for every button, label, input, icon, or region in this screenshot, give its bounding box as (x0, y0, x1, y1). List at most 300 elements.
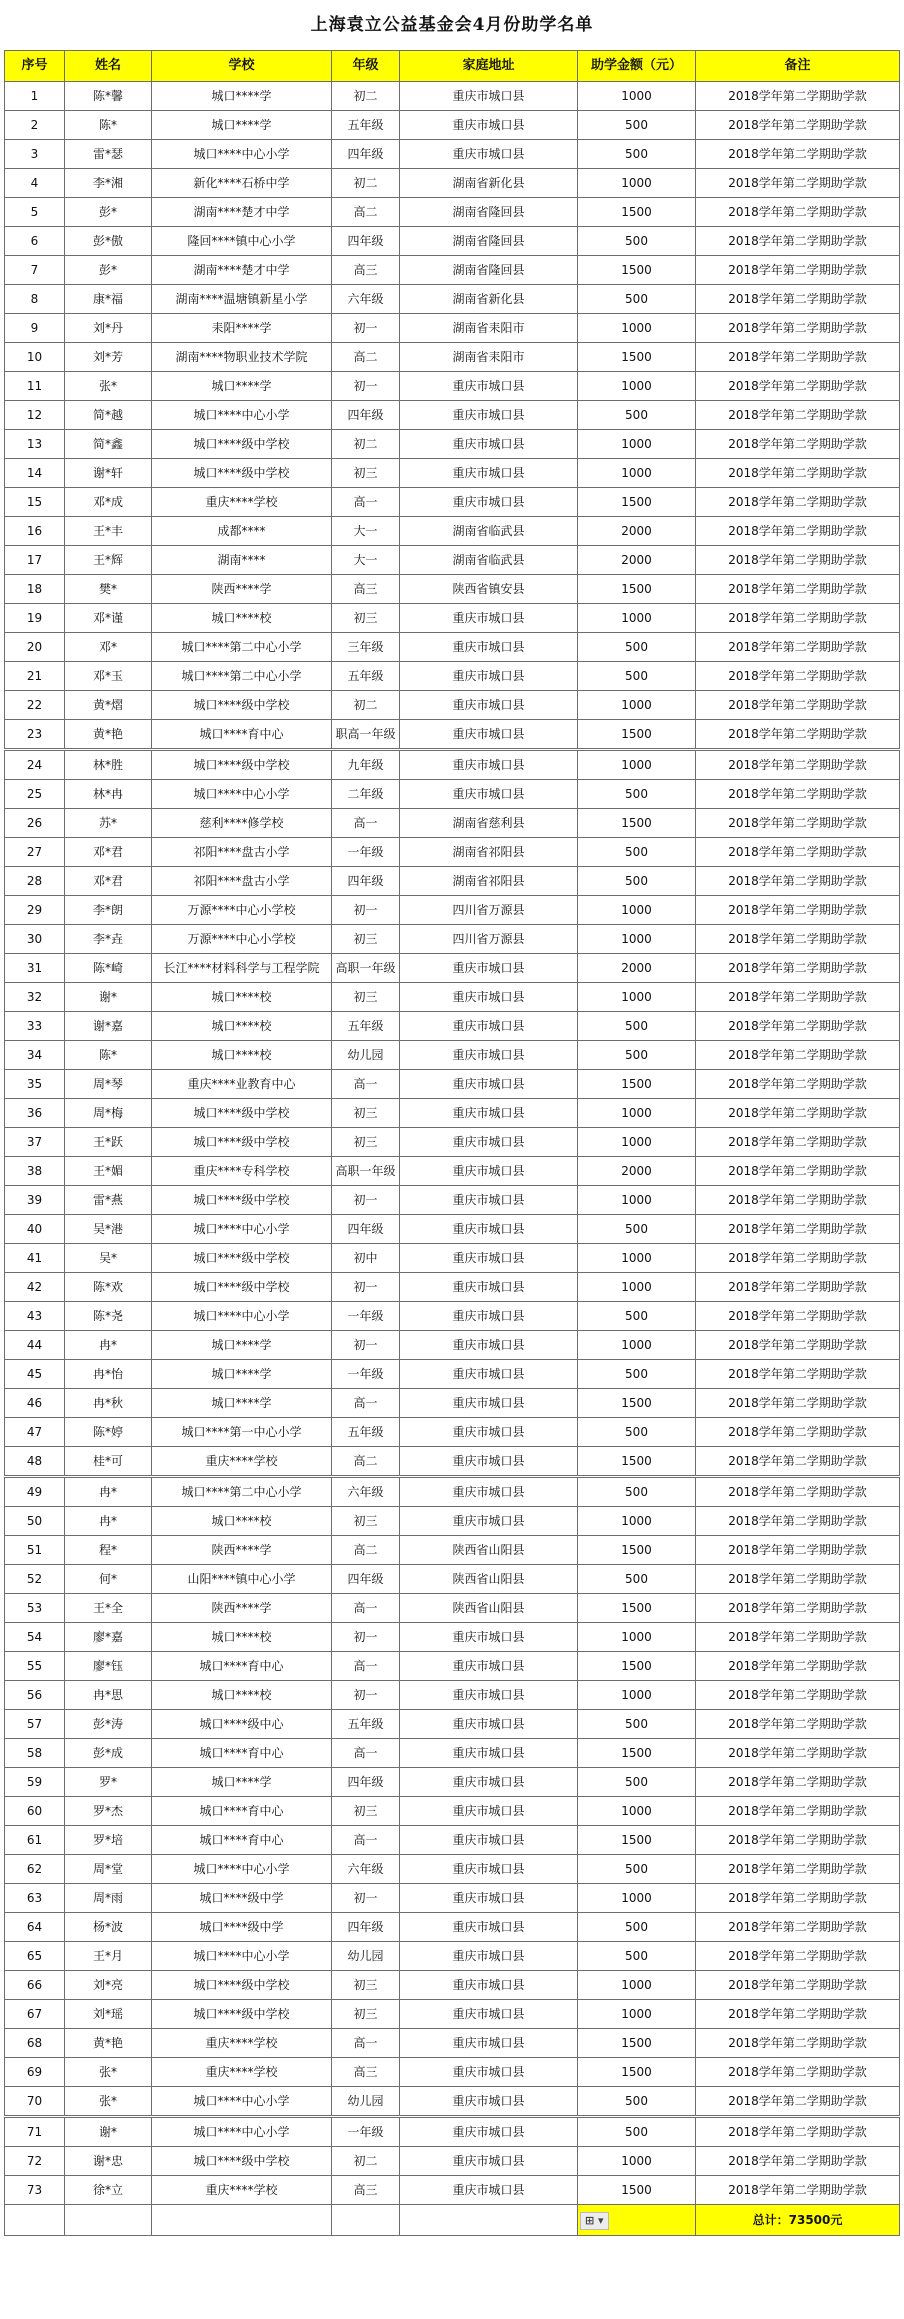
cell-school[interactable]: 城口****育中心 (152, 1652, 332, 1681)
cell-remark[interactable]: 2018学年第二学期助学款 (696, 1594, 900, 1623)
cell-index[interactable]: 52 (5, 1565, 65, 1594)
cell-remark[interactable]: 2018学年第二学期助学款 (696, 1884, 900, 1913)
total-blank-cell[interactable] (332, 2205, 400, 2236)
cell-school[interactable]: 重庆****学校 (152, 2029, 332, 2058)
cell-grade[interactable]: 四年级 (332, 1565, 400, 1594)
cell-name[interactable]: 陈*婷 (65, 1418, 152, 1447)
cell-school[interactable]: 城口****校 (152, 1041, 332, 1070)
cell-school[interactable]: 城口****第二中心小学 (152, 633, 332, 662)
cell-remark[interactable]: 2018学年第二学期助学款 (696, 1331, 900, 1360)
cell-index[interactable]: 54 (5, 1623, 65, 1652)
cell-remark[interactable]: 2018学年第二学期助学款 (696, 1768, 900, 1797)
cell-school[interactable]: 重庆****学校 (152, 2176, 332, 2205)
cell-amount[interactable]: 1500 (578, 2029, 696, 2058)
cell-index[interactable]: 14 (5, 459, 65, 488)
cell-school[interactable]: 山阳****镇中心小学 (152, 1565, 332, 1594)
cell-amount[interactable]: 1500 (578, 1389, 696, 1418)
cell-name[interactable]: 李*朗 (65, 896, 152, 925)
cell-grade[interactable]: 四年级 (332, 140, 400, 169)
cell-name[interactable]: 王*辉 (65, 546, 152, 575)
cell-grade[interactable]: 初三 (332, 925, 400, 954)
cell-school[interactable]: 城口****学 (152, 1389, 332, 1418)
cell-index[interactable]: 51 (5, 1536, 65, 1565)
cell-remark[interactable]: 2018学年第二学期助学款 (696, 1681, 900, 1710)
cell-name[interactable]: 邓*玉 (65, 662, 152, 691)
cell-amount[interactable]: 1500 (578, 575, 696, 604)
cell-address[interactable]: 重庆市城口县 (400, 111, 578, 140)
cell-name[interactable]: 刘*芳 (65, 343, 152, 372)
cell-amount[interactable]: 1000 (578, 983, 696, 1012)
cell-name[interactable]: 王*月 (65, 1942, 152, 1971)
cell-school[interactable]: 城口****学 (152, 1331, 332, 1360)
cell-grade[interactable]: 初三 (332, 604, 400, 633)
cell-amount[interactable]: 1500 (578, 720, 696, 750)
cell-amount[interactable]: 1000 (578, 1273, 696, 1302)
cell-name[interactable]: 邓*谨 (65, 604, 152, 633)
cell-remark[interactable]: 2018学年第二学期助学款 (696, 1360, 900, 1389)
cell-school[interactable]: 城口****中心小学 (152, 1942, 332, 1971)
cell-school[interactable]: 城口****育中心 (152, 1826, 332, 1855)
cell-school[interactable]: 新化****石桥中学 (152, 169, 332, 198)
cell-amount[interactable]: 500 (578, 1215, 696, 1244)
cell-amount[interactable]: 500 (578, 227, 696, 256)
cell-amount[interactable]: 500 (578, 838, 696, 867)
cell-amount[interactable]: 1500 (578, 2058, 696, 2087)
cell-amount[interactable]: 1500 (578, 488, 696, 517)
cell-name[interactable]: 杨*波 (65, 1913, 152, 1942)
cell-address[interactable]: 湖南省耒阳市 (400, 314, 578, 343)
cell-name[interactable]: 罗*杰 (65, 1797, 152, 1826)
header-address[interactable]: 家庭地址 (400, 51, 578, 82)
cell-address[interactable]: 重庆市城口县 (400, 1739, 578, 1768)
cell-remark[interactable]: 2018学年第二学期助学款 (696, 780, 900, 809)
cell-index[interactable]: 33 (5, 1012, 65, 1041)
cell-index[interactable]: 40 (5, 1215, 65, 1244)
cell-grade[interactable]: 六年级 (332, 285, 400, 314)
cell-name[interactable]: 樊* (65, 575, 152, 604)
cell-name[interactable]: 邓*君 (65, 838, 152, 867)
cell-index[interactable]: 16 (5, 517, 65, 546)
cell-index[interactable]: 58 (5, 1739, 65, 1768)
cell-index[interactable]: 20 (5, 633, 65, 662)
cell-index[interactable]: 67 (5, 2000, 65, 2029)
cell-amount[interactable]: 1500 (578, 2176, 696, 2205)
cell-name[interactable]: 黄*熠 (65, 691, 152, 720)
cell-remark[interactable]: 2018学年第二学期助学款 (696, 372, 900, 401)
cell-grade[interactable]: 高二 (332, 1536, 400, 1565)
cell-amount[interactable]: 1500 (578, 1594, 696, 1623)
cell-index[interactable]: 17 (5, 546, 65, 575)
cell-address[interactable]: 重庆市城口县 (400, 633, 578, 662)
cell-address[interactable]: 重庆市城口县 (400, 1768, 578, 1797)
cell-school[interactable]: 城口****校 (152, 1012, 332, 1041)
cell-school[interactable]: 城口****育中心 (152, 1739, 332, 1768)
cell-index[interactable]: 46 (5, 1389, 65, 1418)
cell-school[interactable]: 城口****中心小学 (152, 1215, 332, 1244)
cell-address[interactable]: 重庆市城口县 (400, 1012, 578, 1041)
cell-address[interactable]: 湖南省祁阳县 (400, 867, 578, 896)
cell-remark[interactable]: 2018学年第二学期助学款 (696, 809, 900, 838)
cell-amount[interactable]: 1500 (578, 1652, 696, 1681)
cell-school[interactable]: 城口****级中学校 (152, 459, 332, 488)
cell-index[interactable]: 72 (5, 2147, 65, 2176)
cell-grade[interactable]: 高职一年级 (332, 954, 400, 983)
cell-amount[interactable]: 1000 (578, 1797, 696, 1826)
cell-index[interactable]: 50 (5, 1507, 65, 1536)
cell-remark[interactable]: 2018学年第二学期助学款 (696, 1447, 900, 1477)
total-blank-cell[interactable] (152, 2205, 332, 2236)
cell-index[interactable]: 38 (5, 1157, 65, 1186)
cell-grade[interactable]: 二年级 (332, 780, 400, 809)
cell-amount[interactable]: 1500 (578, 343, 696, 372)
cell-remark[interactable]: 2018学年第二学期助学款 (696, 285, 900, 314)
cell-address[interactable]: 重庆市城口县 (400, 82, 578, 111)
cell-grade[interactable]: 初一 (332, 1273, 400, 1302)
cell-grade[interactable]: 大一 (332, 517, 400, 546)
cell-grade[interactable]: 四年级 (332, 867, 400, 896)
cell-grade[interactable]: 初中 (332, 1244, 400, 1273)
cell-amount[interactable]: 500 (578, 1360, 696, 1389)
cell-school[interactable]: 城口****级中学校 (152, 2000, 332, 2029)
cell-remark[interactable]: 2018学年第二学期助学款 (696, 954, 900, 983)
cell-school[interactable]: 城口****级中学校 (152, 1273, 332, 1302)
cell-remark[interactable]: 2018学年第二学期助学款 (696, 691, 900, 720)
cell-address[interactable]: 重庆市城口县 (400, 1041, 578, 1070)
cell-amount[interactable]: 1000 (578, 1099, 696, 1128)
cell-index[interactable]: 43 (5, 1302, 65, 1331)
cell-school[interactable]: 城口****级中学校 (152, 1971, 332, 2000)
cell-grade[interactable]: 高二 (332, 343, 400, 372)
cell-name[interactable]: 黄*艳 (65, 2029, 152, 2058)
cell-name[interactable]: 雷*瑟 (65, 140, 152, 169)
header-name[interactable]: 姓名 (65, 51, 152, 82)
cell-remark[interactable]: 2018学年第二学期助学款 (696, 1215, 900, 1244)
cell-name[interactable]: 张* (65, 372, 152, 401)
cell-school[interactable]: 城口****中心小学 (152, 2117, 332, 2147)
cell-amount[interactable]: 1000 (578, 169, 696, 198)
cell-name[interactable]: 何* (65, 1565, 152, 1594)
cell-school[interactable]: 城口****学 (152, 372, 332, 401)
cell-school[interactable]: 城口****级中心 (152, 1710, 332, 1739)
cell-remark[interactable]: 2018学年第二学期助学款 (696, 867, 900, 896)
cell-remark[interactable]: 2018学年第二学期助学款 (696, 256, 900, 285)
cell-address[interactable]: 四川省万源县 (400, 896, 578, 925)
cell-index[interactable]: 4 (5, 169, 65, 198)
cell-remark[interactable]: 2018学年第二学期助学款 (696, 2176, 900, 2205)
cell-remark[interactable]: 2018学年第二学期助学款 (696, 2000, 900, 2029)
cell-amount[interactable]: 1000 (578, 1244, 696, 1273)
cell-remark[interactable]: 2018学年第二学期助学款 (696, 2029, 900, 2058)
cell-school[interactable]: 成都**** (152, 517, 332, 546)
cell-index[interactable]: 3 (5, 140, 65, 169)
cell-grade[interactable]: 初一 (332, 314, 400, 343)
cell-remark[interactable]: 2018学年第二学期助学款 (696, 198, 900, 227)
cell-address[interactable]: 重庆市城口县 (400, 401, 578, 430)
cell-amount[interactable]: 1000 (578, 459, 696, 488)
cell-index[interactable]: 31 (5, 954, 65, 983)
cell-address[interactable]: 重庆市城口县 (400, 691, 578, 720)
cell-name[interactable]: 谢*嘉 (65, 1012, 152, 1041)
cell-remark[interactable]: 2018学年第二学期助学款 (696, 1244, 900, 1273)
cell-grade[interactable]: 四年级 (332, 227, 400, 256)
cell-index[interactable]: 47 (5, 1418, 65, 1447)
cell-remark[interactable]: 2018学年第二学期助学款 (696, 517, 900, 546)
cell-index[interactable]: 45 (5, 1360, 65, 1389)
cell-name[interactable]: 彭*涛 (65, 1710, 152, 1739)
cell-grade[interactable]: 初三 (332, 1971, 400, 2000)
cell-grade[interactable]: 高一 (332, 1389, 400, 1418)
cell-address[interactable]: 重庆市城口县 (400, 1070, 578, 1099)
cell-remark[interactable]: 2018学年第二学期助学款 (696, 111, 900, 140)
cell-grade[interactable]: 初三 (332, 1507, 400, 1536)
cell-remark[interactable]: 2018学年第二学期助学款 (696, 1971, 900, 2000)
cell-grade[interactable]: 五年级 (332, 111, 400, 140)
cell-school[interactable]: 湖南****楚才中学 (152, 256, 332, 285)
cell-amount[interactable]: 500 (578, 1041, 696, 1070)
cell-name[interactable]: 简*越 (65, 401, 152, 430)
cell-remark[interactable]: 2018学年第二学期助学款 (696, 430, 900, 459)
cell-name[interactable]: 陈*崎 (65, 954, 152, 983)
cell-address[interactable]: 重庆市城口县 (400, 1971, 578, 2000)
cell-address[interactable]: 湖南省隆回县 (400, 256, 578, 285)
cell-address[interactable]: 重庆市城口县 (400, 1623, 578, 1652)
cell-index[interactable]: 15 (5, 488, 65, 517)
cell-amount[interactable]: 500 (578, 780, 696, 809)
cell-index[interactable]: 60 (5, 1797, 65, 1826)
header-school[interactable]: 学校 (152, 51, 332, 82)
cell-address[interactable]: 重庆市城口县 (400, 1331, 578, 1360)
cell-amount[interactable]: 500 (578, 285, 696, 314)
cell-grade[interactable]: 一年级 (332, 1360, 400, 1389)
cell-remark[interactable]: 2018学年第二学期助学款 (696, 1302, 900, 1331)
cell-name[interactable]: 彭*成 (65, 1739, 152, 1768)
cell-address[interactable]: 湖南省隆回县 (400, 198, 578, 227)
cell-index[interactable]: 9 (5, 314, 65, 343)
cell-amount[interactable]: 1000 (578, 1971, 696, 2000)
cell-remark[interactable]: 2018学年第二学期助学款 (696, 1157, 900, 1186)
cell-address[interactable]: 湖南省祁阳县 (400, 838, 578, 867)
cell-name[interactable]: 冉* (65, 1477, 152, 1507)
total-amount[interactable]: 总计：73500元 (696, 2205, 900, 2236)
cell-amount[interactable]: 1000 (578, 1884, 696, 1913)
cell-amount[interactable]: 1500 (578, 256, 696, 285)
cell-amount[interactable]: 2000 (578, 954, 696, 983)
cell-school[interactable]: 城口****中心小学 (152, 140, 332, 169)
cell-amount[interactable]: 1000 (578, 372, 696, 401)
cell-index[interactable]: 64 (5, 1913, 65, 1942)
cell-address[interactable]: 重庆市城口县 (400, 430, 578, 459)
cell-remark[interactable]: 2018学年第二学期助学款 (696, 1477, 900, 1507)
cell-address[interactable]: 湖南省新化县 (400, 169, 578, 198)
cell-index[interactable]: 71 (5, 2117, 65, 2147)
cell-remark[interactable]: 2018学年第二学期助学款 (696, 343, 900, 372)
cell-address[interactable]: 重庆市城口县 (400, 1360, 578, 1389)
cell-school[interactable]: 城口****第二中心小学 (152, 1477, 332, 1507)
cell-school[interactable]: 陕西****学 (152, 1536, 332, 1565)
cell-remark[interactable]: 2018学年第二学期助学款 (696, 1418, 900, 1447)
cell-index[interactable]: 2 (5, 111, 65, 140)
cell-address[interactable]: 重庆市城口县 (400, 604, 578, 633)
cell-amount[interactable]: 1000 (578, 896, 696, 925)
cell-grade[interactable]: 初一 (332, 896, 400, 925)
cell-grade[interactable]: 大一 (332, 546, 400, 575)
cell-address[interactable]: 重庆市城口县 (400, 140, 578, 169)
cell-address[interactable]: 重庆市城口县 (400, 1302, 578, 1331)
cell-index[interactable]: 73 (5, 2176, 65, 2205)
cell-remark[interactable]: 2018学年第二学期助学款 (696, 575, 900, 604)
cell-address[interactable]: 重庆市城口县 (400, 1215, 578, 1244)
cell-remark[interactable]: 2018学年第二学期助学款 (696, 82, 900, 111)
cell-index[interactable]: 30 (5, 925, 65, 954)
cell-index[interactable]: 44 (5, 1331, 65, 1360)
cell-grade[interactable]: 职高一年级 (332, 720, 400, 750)
cell-name[interactable]: 王*跃 (65, 1128, 152, 1157)
cell-name[interactable]: 康*福 (65, 285, 152, 314)
cell-remark[interactable]: 2018学年第二学期助学款 (696, 488, 900, 517)
cell-index[interactable]: 7 (5, 256, 65, 285)
cell-index[interactable]: 36 (5, 1099, 65, 1128)
cell-grade[interactable]: 高一 (332, 1652, 400, 1681)
cell-name[interactable]: 冉* (65, 1331, 152, 1360)
cell-index[interactable]: 68 (5, 2029, 65, 2058)
total-blank-cell[interactable] (400, 2205, 578, 2236)
cell-school[interactable]: 城口****育中心 (152, 1797, 332, 1826)
cell-grade[interactable]: 九年级 (332, 750, 400, 780)
cell-remark[interactable]: 2018学年第二学期助学款 (696, 896, 900, 925)
cell-grade[interactable]: 四年级 (332, 1768, 400, 1797)
paste-options-icon[interactable]: ⊞ ▾ (580, 2212, 609, 2230)
cell-grade[interactable]: 初三 (332, 983, 400, 1012)
cell-school[interactable]: 城口****育中心 (152, 720, 332, 750)
cell-remark[interactable]: 2018学年第二学期助学款 (696, 314, 900, 343)
cell-amount[interactable]: 1500 (578, 809, 696, 838)
cell-grade[interactable]: 初三 (332, 1099, 400, 1128)
cell-amount[interactable]: 500 (578, 1913, 696, 1942)
cell-grade[interactable]: 初三 (332, 1797, 400, 1826)
cell-index[interactable]: 10 (5, 343, 65, 372)
cell-address[interactable]: 重庆市城口县 (400, 2058, 578, 2087)
cell-amount[interactable]: 500 (578, 140, 696, 169)
cell-amount[interactable]: 500 (578, 111, 696, 140)
cell-index[interactable]: 18 (5, 575, 65, 604)
total-blank-cell[interactable] (65, 2205, 152, 2236)
cell-name[interactable]: 邓*君 (65, 867, 152, 896)
cell-index[interactable]: 53 (5, 1594, 65, 1623)
cell-amount[interactable]: 1000 (578, 1128, 696, 1157)
cell-school[interactable]: 万源****中心小学校 (152, 896, 332, 925)
cell-grade[interactable]: 初三 (332, 1128, 400, 1157)
cell-amount[interactable]: 500 (578, 1477, 696, 1507)
cell-address[interactable]: 湖南省新化县 (400, 285, 578, 314)
cell-school[interactable]: 城口****校 (152, 1623, 332, 1652)
cell-remark[interactable]: 2018学年第二学期助学款 (696, 983, 900, 1012)
cell-index[interactable]: 39 (5, 1186, 65, 1215)
cell-address[interactable]: 重庆市城口县 (400, 488, 578, 517)
cell-school[interactable]: 城口****中心小学 (152, 401, 332, 430)
cell-grade[interactable]: 初一 (332, 1331, 400, 1360)
cell-remark[interactable]: 2018学年第二学期助学款 (696, 1012, 900, 1041)
cell-address[interactable]: 重庆市城口县 (400, 2176, 578, 2205)
cell-school[interactable]: 城口****级中学 (152, 1913, 332, 1942)
cell-amount[interactable]: 1000 (578, 314, 696, 343)
cell-remark[interactable]: 2018学年第二学期助学款 (696, 1942, 900, 1971)
cell-remark[interactable]: 2018学年第二学期助学款 (696, 546, 900, 575)
cell-amount[interactable]: 1500 (578, 1070, 696, 1099)
cell-amount[interactable]: 500 (578, 401, 696, 430)
cell-index[interactable]: 24 (5, 750, 65, 780)
cell-address[interactable]: 湖南省隆回县 (400, 227, 578, 256)
cell-index[interactable]: 61 (5, 1826, 65, 1855)
cell-name[interactable]: 邓*成 (65, 488, 152, 517)
cell-amount[interactable]: 500 (578, 1855, 696, 1884)
header-remark[interactable]: 备注 (696, 51, 900, 82)
cell-school[interactable]: 城口****中心小学 (152, 2087, 332, 2117)
cell-school[interactable]: 陕西****学 (152, 1594, 332, 1623)
cell-remark[interactable]: 2018学年第二学期助学款 (696, 633, 900, 662)
cell-amount[interactable]: 1500 (578, 1826, 696, 1855)
cell-index[interactable]: 70 (5, 2087, 65, 2117)
cell-grade[interactable]: 初三 (332, 459, 400, 488)
cell-index[interactable]: 13 (5, 430, 65, 459)
header-index[interactable]: 序号 (5, 51, 65, 82)
cell-grade[interactable]: 六年级 (332, 1855, 400, 1884)
cell-index[interactable]: 55 (5, 1652, 65, 1681)
cell-grade[interactable]: 高一 (332, 1594, 400, 1623)
cell-grade[interactable]: 初二 (332, 82, 400, 111)
cell-grade[interactable]: 幼儿园 (332, 1942, 400, 1971)
cell-remark[interactable]: 2018学年第二学期助学款 (696, 720, 900, 750)
cell-school[interactable]: 城口****级中学校 (152, 1099, 332, 1128)
cell-school[interactable]: 城口****级中学校 (152, 691, 332, 720)
cell-grade[interactable]: 初二 (332, 430, 400, 459)
cell-amount[interactable]: 500 (578, 1302, 696, 1331)
cell-grade[interactable]: 初二 (332, 2147, 400, 2176)
cell-school[interactable]: 重庆****学校 (152, 488, 332, 517)
cell-name[interactable]: 冉*怡 (65, 1360, 152, 1389)
cell-address[interactable]: 重庆市城口县 (400, 372, 578, 401)
cell-amount[interactable]: 1000 (578, 82, 696, 111)
cell-name[interactable]: 陈* (65, 111, 152, 140)
cell-remark[interactable]: 2018学年第二学期助学款 (696, 2058, 900, 2087)
cell-name[interactable]: 谢*忠 (65, 2147, 152, 2176)
cell-name[interactable]: 邓* (65, 633, 152, 662)
cell-amount[interactable]: 2000 (578, 517, 696, 546)
cell-grade[interactable]: 高三 (332, 2176, 400, 2205)
total-blank-cell[interactable] (5, 2205, 65, 2236)
cell-amount[interactable]: 1500 (578, 198, 696, 227)
cell-remark[interactable]: 2018学年第二学期助学款 (696, 459, 900, 488)
cell-remark[interactable]: 2018学年第二学期助学款 (696, 925, 900, 954)
cell-address[interactable]: 陕西省镇安县 (400, 575, 578, 604)
cell-amount[interactable]: 1000 (578, 2147, 696, 2176)
cell-grade[interactable]: 四年级 (332, 1215, 400, 1244)
cell-name[interactable]: 林*胜 (65, 750, 152, 780)
cell-amount[interactable]: 1500 (578, 1447, 696, 1477)
cell-index[interactable]: 37 (5, 1128, 65, 1157)
cell-amount[interactable]: 500 (578, 1565, 696, 1594)
cell-address[interactable]: 陕西省山阳县 (400, 1565, 578, 1594)
cell-school[interactable]: 湖南****物职业技术学院 (152, 343, 332, 372)
cell-remark[interactable]: 2018学年第二学期助学款 (696, 1507, 900, 1536)
cell-address[interactable]: 重庆市城口县 (400, 954, 578, 983)
cell-school[interactable]: 重庆****学校 (152, 1447, 332, 1477)
cell-school[interactable]: 城口****学 (152, 82, 332, 111)
cell-grade[interactable]: 五年级 (332, 1418, 400, 1447)
cell-school[interactable]: 城口****学 (152, 111, 332, 140)
cell-amount[interactable]: 1000 (578, 1186, 696, 1215)
cell-school[interactable]: 城口****级中学校 (152, 2147, 332, 2176)
cell-address[interactable]: 重庆市城口县 (400, 1389, 578, 1418)
